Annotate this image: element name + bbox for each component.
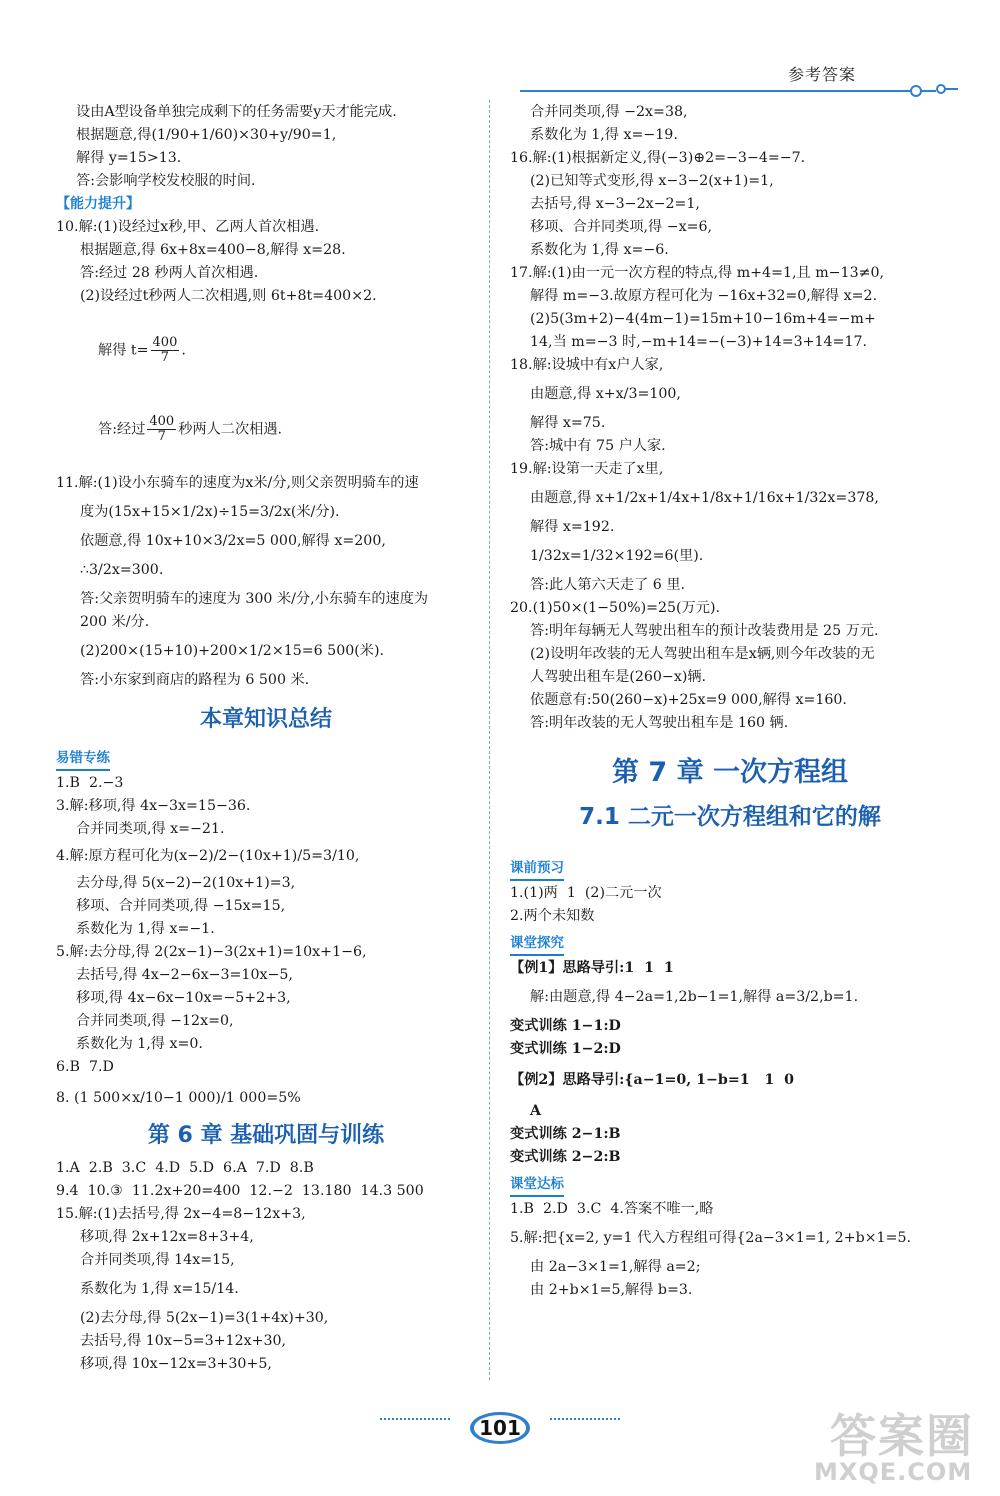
text-line: 1.(1)两 1 (2)二元一次 [510, 885, 662, 901]
text-line: 18.解:设城中有x户人家, [510, 357, 664, 373]
fraction-numerator: 400 [152, 335, 178, 350]
text-line: 合并同类项,得 14x=15, [80, 1252, 235, 1268]
text-line: 变式训练 2−2:B [510, 1149, 621, 1165]
text-line: 答:此人第六天走了 6 里. [530, 577, 686, 593]
text-line: 由 2+b×1=5,解得 b=3. [530, 1282, 693, 1298]
text-line: 移项、合并同类项,得 −x=6, [530, 219, 713, 235]
page-number: 101 [479, 1416, 521, 1440]
text-line: (2)200×(15+10)+200×1/2×15=6 500(米). [80, 643, 385, 659]
text-line [56, 394, 476, 465]
section-title-7-1: 7.1 二元一次方程组和它的解 [579, 804, 881, 830]
text-line: 由题意,得 x+1/2x+1/4x+1/8x+1/16x+1/32x=378, [530, 490, 879, 506]
text-line: 系数化为 1,得 x=0. [76, 1036, 203, 1052]
text-line: 10.解:(1)设经过x秒,甲、乙两人首次相遇. [56, 219, 320, 235]
text-line: 移项,得 2x+12x=8+3+4, [80, 1229, 254, 1245]
text-line: 答:父亲贺明骑车的速度为 300 米/分,小东骑车的速度为 [80, 591, 429, 607]
text-line: 系数化为 1,得 x=−6. [530, 242, 669, 258]
text-line: 2.两个未知数 [510, 908, 595, 924]
header-label: 参考答案 [788, 65, 857, 84]
page-number-rule-left [380, 1418, 450, 1420]
text-line: 1/32x=1/32×192=6(里). [530, 548, 704, 564]
section-tag-reach: 课堂达标 [510, 1174, 564, 1197]
page-number-badge [450, 1408, 550, 1448]
section-title-summary: 本章知识总结 [199, 707, 332, 732]
text-line: 去括号,得 x−3−2x−2=1, [530, 196, 700, 212]
text-line: A [530, 1103, 542, 1119]
text-line: 解得 x=192. [530, 519, 615, 535]
text-line: 17.解:(1)由一元一次方程的特点,得 m+4=1,且 m−13≠0, [510, 265, 885, 281]
text-line: 去分母,得 5(x−2)−2(10x+1)=3, [76, 875, 296, 891]
text-fragment: 秒两人二次相遇. [178, 421, 283, 438]
text-line: 度为(15x+15×1/2x)÷15=3/2x(米/分). [80, 504, 340, 520]
text-line: 1.B 2.D 3.C 4.答案不唯一,略 [510, 1201, 714, 1217]
text-line: 解得 x=75. [530, 415, 606, 431]
text-line: 合并同类项,得 −2x=38, [530, 104, 688, 120]
watermark [800, 1400, 990, 1490]
text-line: 4.解:原方程可化为(x−2)/2−(10x+1)/5=3/10, [56, 848, 360, 864]
fraction-denominator: 7 [160, 350, 170, 365]
text-line: (2)设明年改装的无人驾驶出租车是x辆,则今年改装的无 [530, 646, 875, 662]
text-line: 答:明年每辆无人驾驶出租车的预计改装费用是 25 万元. [530, 623, 879, 639]
column-divider [489, 100, 490, 1380]
fraction [151, 336, 180, 365]
text-line: 系数化为 1,得 x=15/14. [80, 1281, 239, 1297]
text-line: 5.解:把{x=2, y=1 代入方程组可得{2a−3×1=1, 2+b×1=5. [510, 1230, 912, 1246]
text-line: 移项,得 10x−12x=3+30+5, [80, 1356, 272, 1372]
section-title-ch6: 第 6 章 基础巩固与训练 [147, 1123, 385, 1148]
text-line: 去括号,得 4x−2−6x−3=10x−5, [76, 967, 293, 983]
text-line: 9.4 10.③ 11.2x+20=400 12.−2 13.180 14.3 500 [56, 1183, 424, 1199]
text-line: 去括号,得 10x−5=3+12x+30, [80, 1333, 287, 1349]
section-tag-preview: 课前预习 [510, 858, 564, 881]
text-line: 变式训练 1−2:D [510, 1041, 621, 1057]
text-line: 20.(1)50×(1−50%)=25(万元). [510, 600, 721, 616]
text-line: (2)已知等式变形,得 x−3−2(x+1)=1, [530, 173, 774, 189]
text-line: 8. (1 500×x/10−1 000)/1 000=5% [56, 1090, 301, 1106]
text-line: 16.解:(1)根据新定义,得(−3)⊕2=−3−4=−7. [510, 150, 806, 166]
text-line: 5.解:去分母,得 2(2x−1)−3(2x+1)=10x+1−6, [56, 944, 367, 960]
text-line: 移项、合并同类项,得 −15x=15, [76, 898, 286, 914]
text-line: 根据题意,得(1/90+1/60)×30+y/90=1, [76, 127, 337, 143]
text-line: 系数化为 1,得 x=−19. [530, 127, 678, 143]
text-line: 变式训练 1−1:D [510, 1018, 621, 1034]
right-column [510, 100, 950, 1303]
header-decoration [520, 80, 960, 102]
text-line: 依题意有:50(260−x)+25x=9 000,解得 x=160. [530, 692, 847, 708]
text-line: 1.B 2.−3 [56, 775, 124, 791]
text-line: 答:小东家到商店的路程为 6 500 米. [80, 672, 310, 688]
text-line: 系数化为 1,得 x=−1. [76, 921, 215, 937]
left-column [56, 100, 476, 1377]
page-number-rule-right [550, 1418, 620, 1420]
text-line: 设由A型设备单独完成剩下的任务需要y天才能完成. [76, 104, 397, 120]
text-line: (2)去分母,得 5(2x−1)=3(1+4x)+30, [80, 1310, 329, 1326]
text-fragment: 解得 t= [98, 342, 149, 359]
text-line: 11.解:(1)设小东骑车的速度为x米/分,则父亲贺明骑车的速 [56, 475, 419, 491]
text-line: 14,当 m=−3 时,−m+14=−(−3)+14=3+14=17. [530, 334, 868, 350]
text-line: 答:明年改装的无人驾驶出租车是 160 辆. [530, 715, 789, 731]
text-line: 15.解:(1)去括号,得 2x−4=8−12x+3, [56, 1206, 306, 1222]
text-line: 200 米/分. [80, 614, 150, 630]
watermark-line1: 答案圈 [830, 1409, 974, 1463]
chapter-title: 第 7 章 一次方程组 [612, 757, 848, 788]
text-line: 解得 m=−3.故原方程可化为 −16x+32=0,解得 x=2. [530, 288, 878, 304]
text-line: 6.B 7.D [56, 1059, 114, 1075]
section-tag-mistake: 易错专练 [56, 748, 110, 771]
text-line: 合并同类项,得 −12x=0, [76, 1013, 234, 1029]
text-line: 解得 y=15>13. [76, 150, 182, 166]
text-fragment: 答:经过 [98, 421, 146, 438]
text-line: 【例2】思路导引:{a−1=0, 1−b=1 1 0 [510, 1072, 795, 1088]
watermark-line2: MXQE.COM [814, 1458, 973, 1486]
text-line: 合并同类项,得 x=−21. [76, 821, 225, 837]
fraction-denominator: 7 [157, 429, 166, 444]
text-line: 【例1】思路导引:1 1 1 [510, 960, 674, 976]
text-line: (2)设经过t秒两人二次相遇,则 6t+8t=400×2. [80, 288, 377, 304]
fraction-numerator: 400 [149, 414, 175, 429]
text-line: 由 2a−3×1=1,解得 a=2; [530, 1259, 701, 1275]
text-line: 依题意,得 10x+10×3/2x=5 000,解得 x=200, [80, 533, 386, 549]
text-line: 变式训练 2−1:B [510, 1126, 621, 1142]
text-line: 解:由题意,得 4−2a=1,2b−1=1,解得 a=3/2,b=1. [530, 989, 859, 1005]
text-line: 答:城中有 75 户人家. [530, 438, 666, 454]
text-line: 由题意,得 x+x/3=100, [530, 386, 681, 402]
text-line: 答:会影响学校发校服的时间. [76, 173, 256, 189]
text-line: (2)5(3m+2)−4(4m−1)=15m+10−16m+4=−m+ [530, 311, 876, 327]
section-tag-explore: 课堂探究 [510, 933, 564, 956]
text-line: ∴3/2x=300. [80, 562, 164, 578]
text-line: 解得 t= $\frac{400}{7}$ . [98, 335, 186, 365]
text-line: 19.解:设第一天走了x里, [510, 461, 664, 477]
text-line: 答:经过 28 秒两人首次相遇. [80, 265, 259, 281]
text-line: 人驾驶出租车是(260−x)辆. [530, 669, 707, 685]
text-line: 根据题意,得 6x+8x=400−8,解得 x=28. [80, 242, 346, 258]
text-line: 1.A 2.B 3.C 4.D 5.D 6.A 7.D 8.B [56, 1160, 314, 1176]
text-line: 3.解:移项,得 4x−3x=15−36. [56, 798, 251, 814]
fraction [147, 415, 176, 444]
section-tag-ability: 【能力提升】 [56, 196, 140, 212]
text-line: 移项,得 4x−6x−10x=−5+2+3, [76, 990, 291, 1006]
